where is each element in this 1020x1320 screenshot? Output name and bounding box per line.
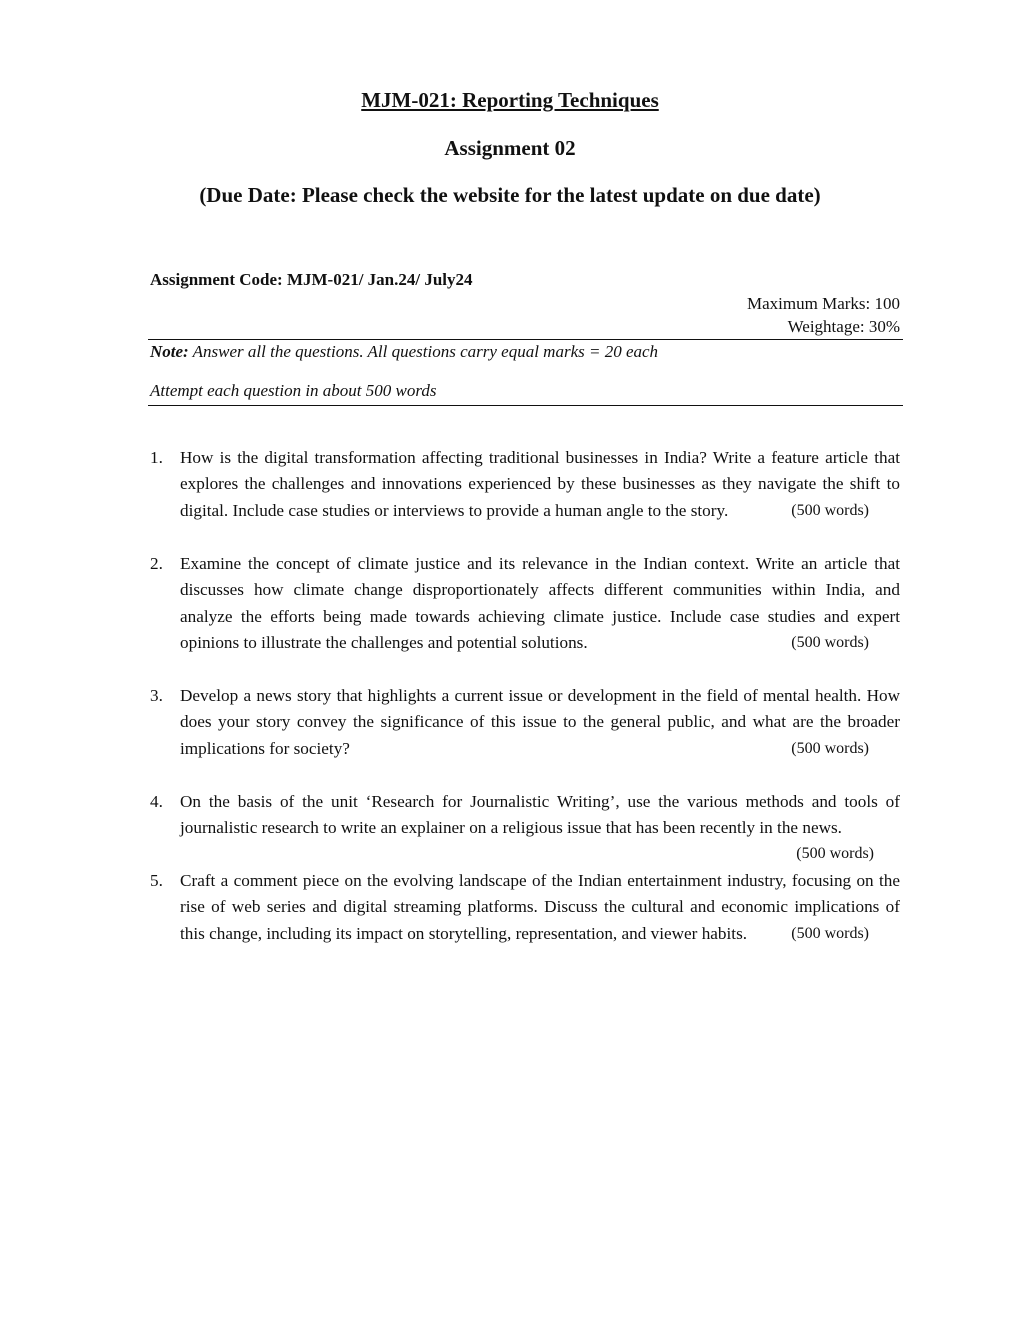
maximum-marks: Maximum Marks: 100 bbox=[747, 294, 900, 313]
word-limit: (500 words) bbox=[791, 924, 869, 942]
question-text: Craft a comment piece on the evolving landscape of the Indian entertainment industry, focusing on the rise of web series and digital streaming platforms. Discuss the cultural and economic implications of this change, including its impact on storytelling, representation, and viewer habits. bbox=[180, 870, 900, 943]
due-date-notice: (Due Date: Please check the website for the latest update on due date) bbox=[199, 183, 821, 207]
question-list bbox=[148, 445, 900, 974]
word-limit: (500 words) bbox=[791, 739, 869, 757]
word-limit: (500 words) bbox=[791, 501, 869, 519]
question-item bbox=[148, 551, 900, 657]
assignment-number: Assignment 02 bbox=[444, 136, 576, 160]
question-text: Develop a news story that highlights a current issue or development in the field of mental health. How does your story convey the significance of this issue to the general public, and what are the broader implications for society? bbox=[180, 685, 900, 758]
note-text: Answer all the questions. All questions carry equal marks = 20 each bbox=[188, 342, 659, 361]
question-item bbox=[148, 789, 900, 863]
word-limit: (500 words) bbox=[796, 845, 874, 863]
question-number: 5. bbox=[150, 870, 163, 890]
question-number: 2. bbox=[150, 553, 163, 573]
note-line bbox=[150, 342, 658, 362]
question-number: 3. bbox=[150, 685, 163, 705]
question-item bbox=[148, 445, 900, 524]
question-text: How is the digital transformation affecting traditional businesses in India? Write a feature article that explores the challenges and innovations experienced by these businesses as they navigate the shift to digital. Include case studies or interviews to provide a human angle to the story. bbox=[180, 448, 900, 520]
assignment-code: Assignment Code: MJM-021/ Jan.24/ July24 bbox=[150, 270, 473, 289]
question-text: Examine the concept of climate justice and its relevance in the Indian context. Write an article that discusses how climate change disproportionately affects different communities within India, and analyze the efforts being made towards achieving climate justice. Include case studies and expert opinions to illustrate the challenges and potential solutions. bbox=[180, 553, 900, 652]
attempt-instruction: Attempt each question in about 500 words bbox=[150, 381, 437, 400]
weightage: Weightage: 30% bbox=[787, 317, 900, 336]
question-number: 4. bbox=[150, 791, 163, 811]
question-item bbox=[148, 683, 900, 762]
divider-bottom bbox=[148, 405, 903, 406]
question-text: On the basis of the unit ‘Research for Journalistic Writing’, use the various methods and tools of journalistic research to write an explainer on a religious issue that has been recently in the news. bbox=[180, 791, 900, 837]
word-limit: (500 words) bbox=[791, 633, 869, 651]
question-item bbox=[148, 868, 900, 947]
course-title: MJM-021: Reporting Techniques bbox=[361, 88, 659, 112]
divider-top bbox=[148, 339, 903, 340]
question-number: 1. bbox=[150, 448, 163, 467]
note-label: Note: bbox=[150, 342, 189, 361]
marks-block bbox=[747, 292, 900, 338]
